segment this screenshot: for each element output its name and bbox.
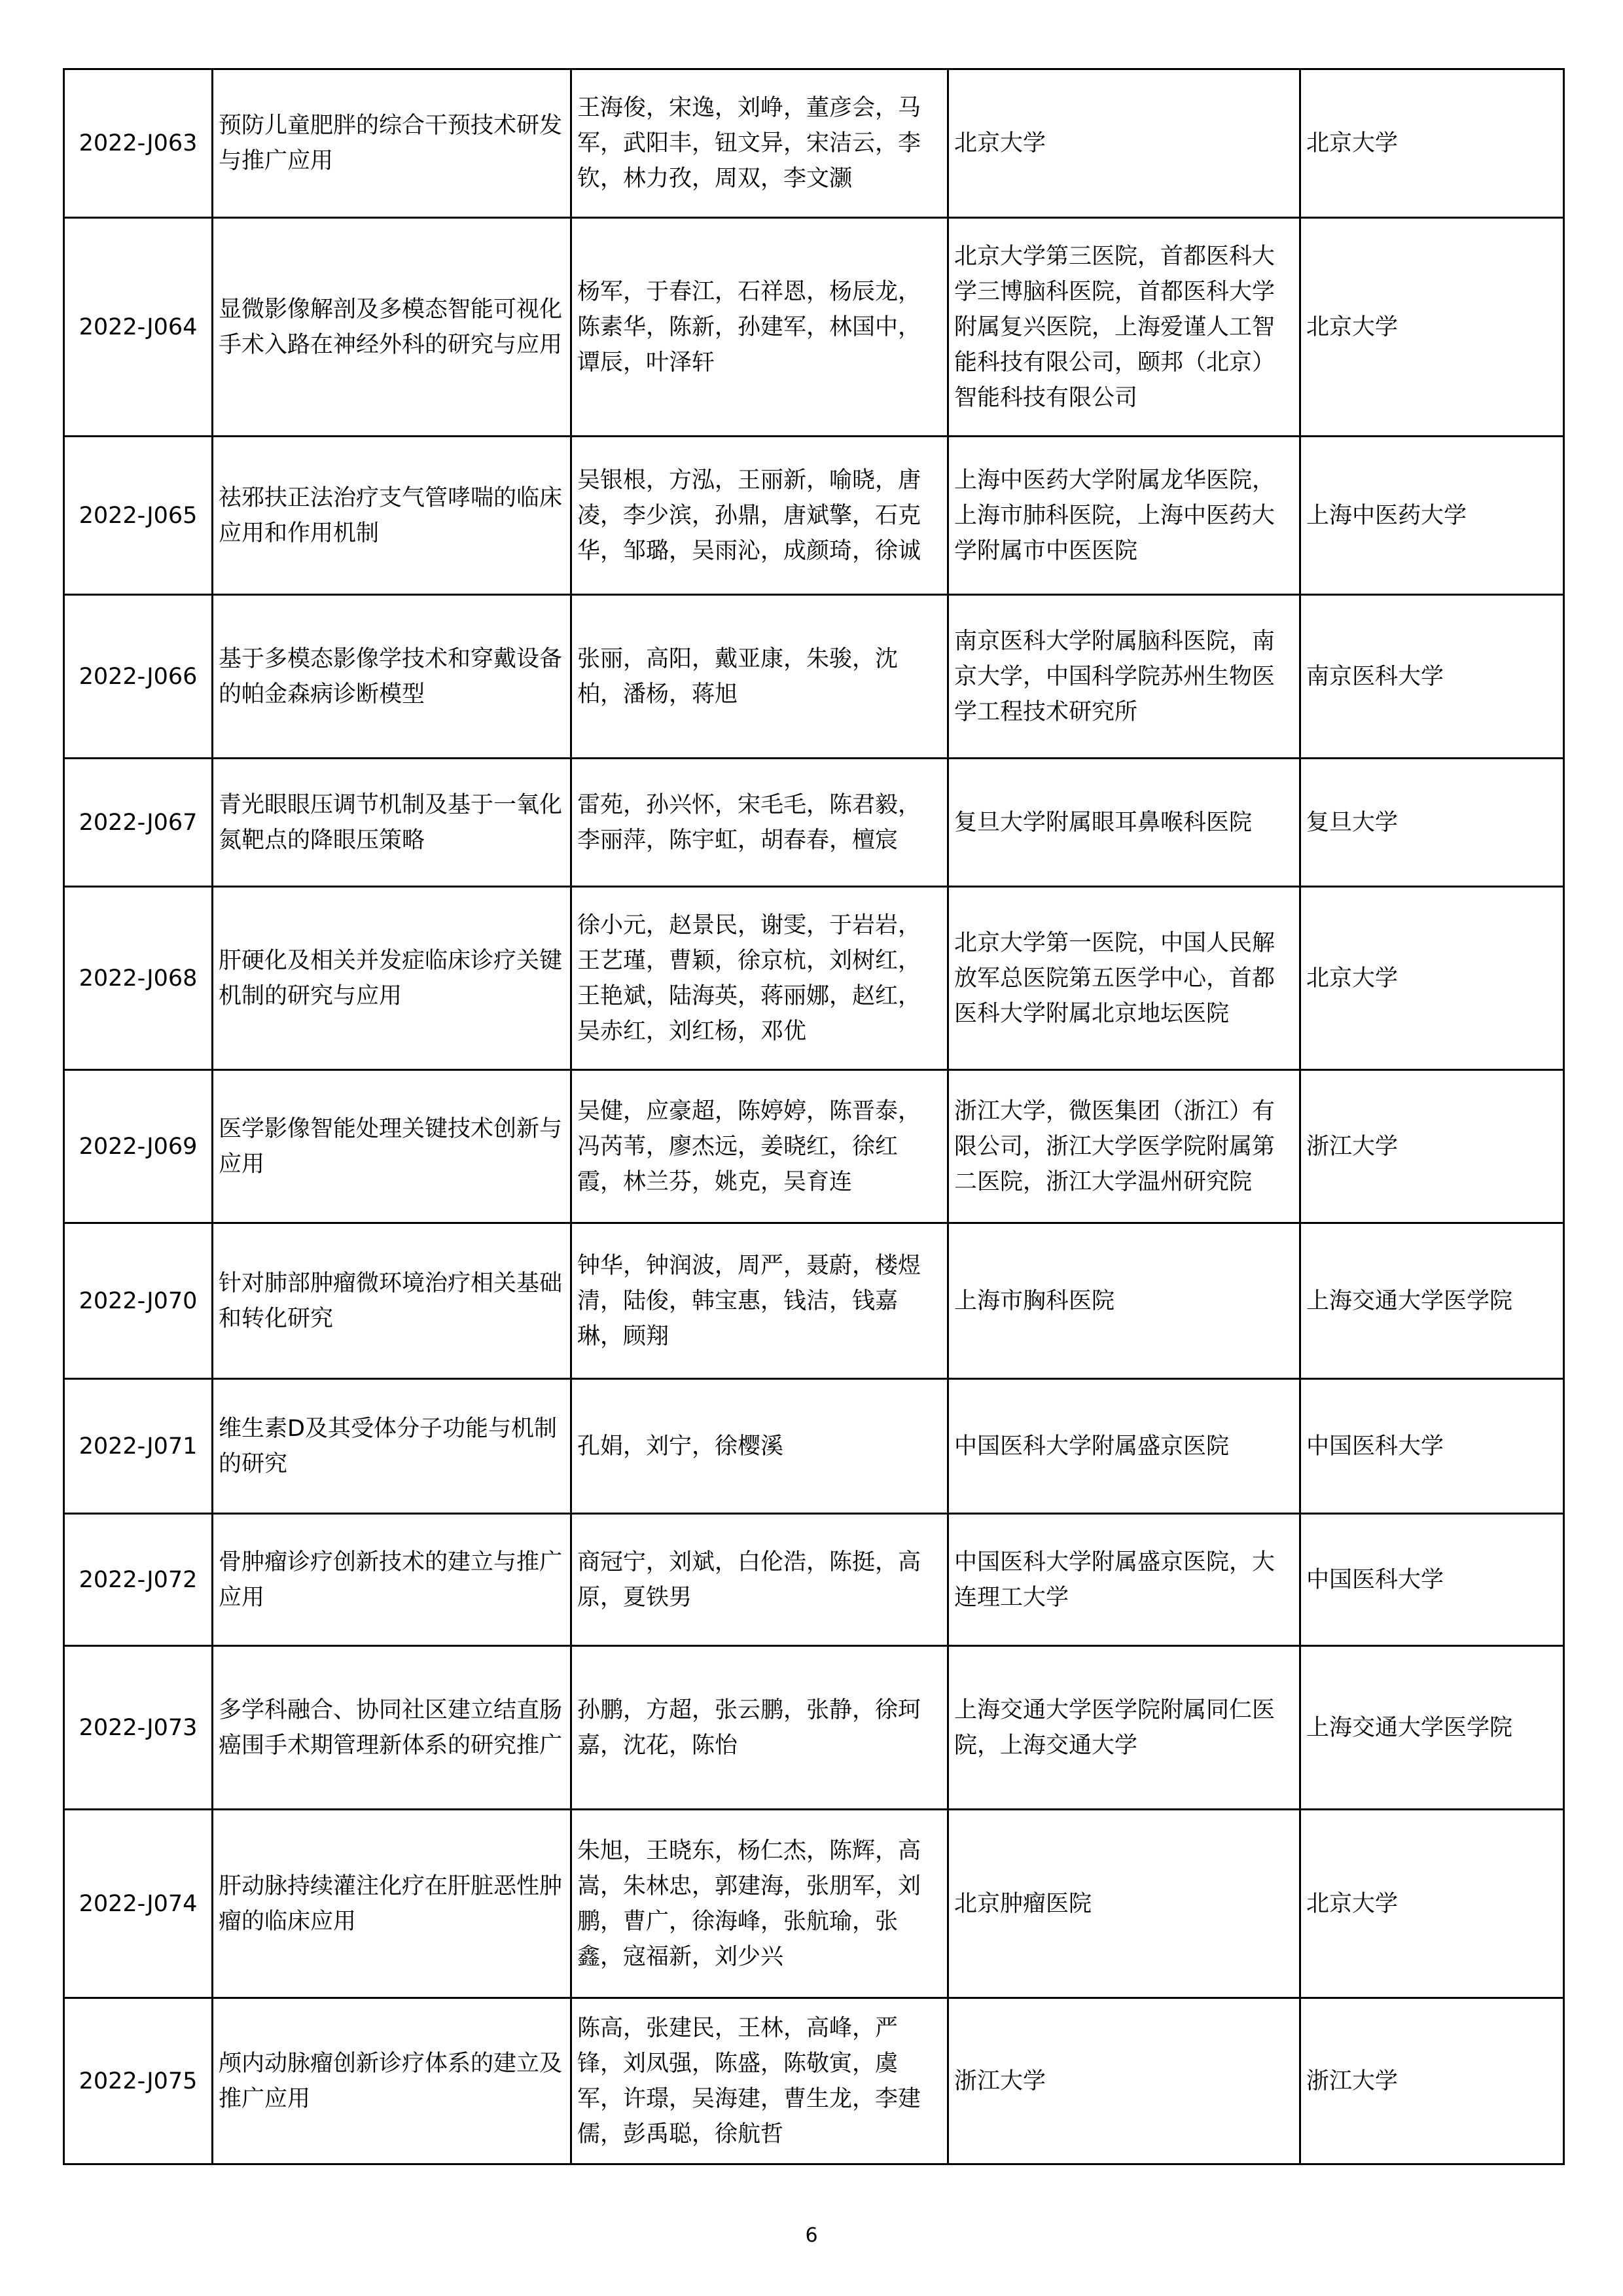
project-title-cell: 针对肺部肿瘤微环境治疗相关基础和转化研究 — [213, 1223, 571, 1379]
project-id-cell: 2022-J067 — [64, 759, 213, 887]
table-row — [64, 1070, 1564, 1223]
nominator-cell: 北京大学 — [1300, 1810, 1564, 1998]
project-title-cell: 骨肿瘤诊疗创新技术的建立与推广应用 — [213, 1514, 571, 1646]
table-row — [64, 595, 1564, 759]
units-cell: 浙江大学，微医集团（浙江）有限公司，浙江大学医学院附属第二医院，浙江大学温州研究院 — [948, 1070, 1300, 1223]
authors-cell: 钟华，钟润波，周严，聂蔚，楼煜清，陆俊，韩宝惠，钱洁，钱嘉琳，顾翔 — [571, 1223, 948, 1379]
table-row — [64, 1379, 1564, 1514]
authors-cell: 徐小元，赵景民，谢雯，于岩岩，王艺瑾，曹颖，徐京杭，刘树红，王艳斌，陆海英，蒋丽娜，赵红，吴赤红，刘红杨，邓优 — [571, 887, 948, 1070]
project-id-cell: 2022-J070 — [64, 1223, 213, 1379]
units-cell: 北京大学 — [948, 69, 1300, 218]
authors-cell: 陈高，张建民，王林，高峰，严锋，刘凤强，陈盛，陈敬寅，虞军，许璟，吴海建，曹生龙，李建儒，彭禹聪，徐航哲 — [571, 1998, 948, 2164]
project-id-cell: 2022-J068 — [64, 887, 213, 1070]
table-row — [64, 1514, 1564, 1646]
units-cell: 中国医科大学附属盛京医院，大连理工大学 — [948, 1514, 1300, 1646]
nominator-cell: 北京大学 — [1300, 69, 1564, 218]
nominator-cell: 中国医科大学 — [1300, 1379, 1564, 1514]
authors-cell: 孔娟，刘宁，徐樱溪 — [571, 1379, 948, 1514]
page-number: 6 — [805, 2224, 818, 2247]
project-title-cell: 维生素D及其受体分子功能与机制的研究 — [213, 1379, 571, 1514]
table-body — [64, 69, 1564, 2164]
units-cell: 北京大学第一医院，中国人民解放军总医院第五医学中心，首都医科大学附属北京地坛医院 — [948, 887, 1300, 1070]
nominator-cell: 上海中医药大学 — [1300, 437, 1564, 595]
nominator-cell: 浙江大学 — [1300, 1998, 1564, 2164]
table-row — [64, 69, 1564, 218]
table-row — [64, 1810, 1564, 1998]
project-title-cell: 颅内动脉瘤创新诊疗体系的建立及推广应用 — [213, 1998, 571, 2164]
project-title-cell: 青光眼眼压调节机制及基于一氧化氮靶点的降眼压策略 — [213, 759, 571, 887]
authors-cell: 雷苑，孙兴怀，宋毛毛，陈君毅，李丽萍，陈宇虹，胡春春，檀宸 — [571, 759, 948, 887]
authors-cell: 孙鹏，方超，张云鹏，张静，徐珂嘉，沈花，陈怡 — [571, 1646, 948, 1810]
units-cell: 复旦大学附属眼耳鼻喉科医院 — [948, 759, 1300, 887]
table-row — [64, 759, 1564, 887]
project-title-cell: 多学科融合、协同社区建立结直肠癌围手术期管理新体系的研究推广 — [213, 1646, 571, 1810]
authors-cell: 杨军，于春江，石祥恩，杨辰龙，陈素华，陈新，孙建军，林国中，谭辰，叶泽轩 — [571, 218, 948, 437]
table-row — [64, 887, 1564, 1070]
nominator-cell: 浙江大学 — [1300, 1070, 1564, 1223]
project-id-cell: 2022-J064 — [64, 218, 213, 437]
nominator-cell: 上海交通大学医学院 — [1300, 1646, 1564, 1810]
project-title-cell: 医学影像智能处理关键技术创新与应用 — [213, 1070, 571, 1223]
project-id-cell: 2022-J071 — [64, 1379, 213, 1514]
units-cell: 北京大学第三医院，首都医科大学三博脑科医院，首都医科大学附属复兴医院，上海爱谨人工智能科技有限公司，颐邦（北京）智能科技有限公司 — [948, 218, 1300, 437]
units-cell: 南京医科大学附属脑科医院，南京大学，中国科学院苏州生物医学工程技术研究所 — [948, 595, 1300, 759]
units-cell: 上海交通大学医学院附属同仁医院，上海交通大学 — [948, 1646, 1300, 1810]
project-id-cell: 2022-J069 — [64, 1070, 213, 1223]
units-cell: 北京肿瘤医院 — [948, 1810, 1300, 1998]
project-id-cell: 2022-J063 — [64, 69, 213, 218]
nominator-cell: 复旦大学 — [1300, 759, 1564, 887]
authors-cell: 吴健，应豪超，陈婷婷，陈晋泰，冯芮苇，廖杰远，姜晓红，徐红霞，林兰芬，姚克，吴育连 — [571, 1070, 948, 1223]
table-row — [64, 1646, 1564, 1810]
nominator-cell: 北京大学 — [1300, 887, 1564, 1070]
project-title-cell: 预防儿童肥胖的综合干预技术研发与推广应用 — [213, 69, 571, 218]
project-id-cell: 2022-J074 — [64, 1810, 213, 1998]
project-title-cell: 肝动脉持续灌注化疗在肝脏恶性肿瘤的临床应用 — [213, 1810, 571, 1998]
table-row — [64, 1223, 1564, 1379]
awards-table — [63, 68, 1565, 2165]
units-cell: 上海市胸科医院 — [948, 1223, 1300, 1379]
project-title-cell: 祛邪扶正法治疗支气管哮喘的临床应用和作用机制 — [213, 437, 571, 595]
table-row — [64, 437, 1564, 595]
authors-cell: 商冠宁，刘斌，白伦浩，陈挺，高原，夏铁男 — [571, 1514, 948, 1646]
nominator-cell: 北京大学 — [1300, 218, 1564, 437]
nominator-cell: 南京医科大学 — [1300, 595, 1564, 759]
authors-cell: 吴银根，方泓，王丽新，喻晓，唐凌，李少滨，孙鼎，唐斌擎，石克华，邹璐，吴雨沁，成颜琦，徐诚 — [571, 437, 948, 595]
authors-cell: 朱旭，王晓东，杨仁杰，陈辉，高嵩，朱林忠，郭建海，张朋军，刘鹏，曹广，徐海峰，张航瑜，张鑫，寇福新，刘少兴 — [571, 1810, 948, 1998]
nominator-cell: 上海交通大学医学院 — [1300, 1223, 1564, 1379]
table-row — [64, 218, 1564, 437]
units-cell: 浙江大学 — [948, 1998, 1300, 2164]
nominator-cell: 中国医科大学 — [1300, 1514, 1564, 1646]
authors-cell: 王海俊，宋逸，刘峥，董彦会，马军，武阳丰，钮文异，宋洁云，李钦，林力孜，周双，李文灏 — [571, 69, 948, 218]
units-cell: 中国医科大学附属盛京医院 — [948, 1379, 1300, 1514]
authors-cell: 张丽，高阳，戴亚康，朱骏，沈柏，潘杨，蒋旭 — [571, 595, 948, 759]
project-title-cell: 肝硬化及相关并发症临床诊疗关键机制的研究与应用 — [213, 887, 571, 1070]
project-id-cell: 2022-J072 — [64, 1514, 213, 1646]
project-title-cell: 基于多模态影像学技术和穿戴设备的帕金森病诊断模型 — [213, 595, 571, 759]
project-id-cell: 2022-J066 — [64, 595, 213, 759]
project-id-cell: 2022-J073 — [64, 1646, 213, 1810]
units-cell: 上海中医药大学附属龙华医院，上海市肺科医院，上海中医药大学附属市中医医院 — [948, 437, 1300, 595]
project-id-cell: 2022-J075 — [64, 1998, 213, 2164]
table-row — [64, 1998, 1564, 2164]
project-id-cell: 2022-J065 — [64, 437, 213, 595]
project-title-cell: 显微影像解剖及多模态智能可视化手术入路在神经外科的研究与应用 — [213, 218, 571, 437]
